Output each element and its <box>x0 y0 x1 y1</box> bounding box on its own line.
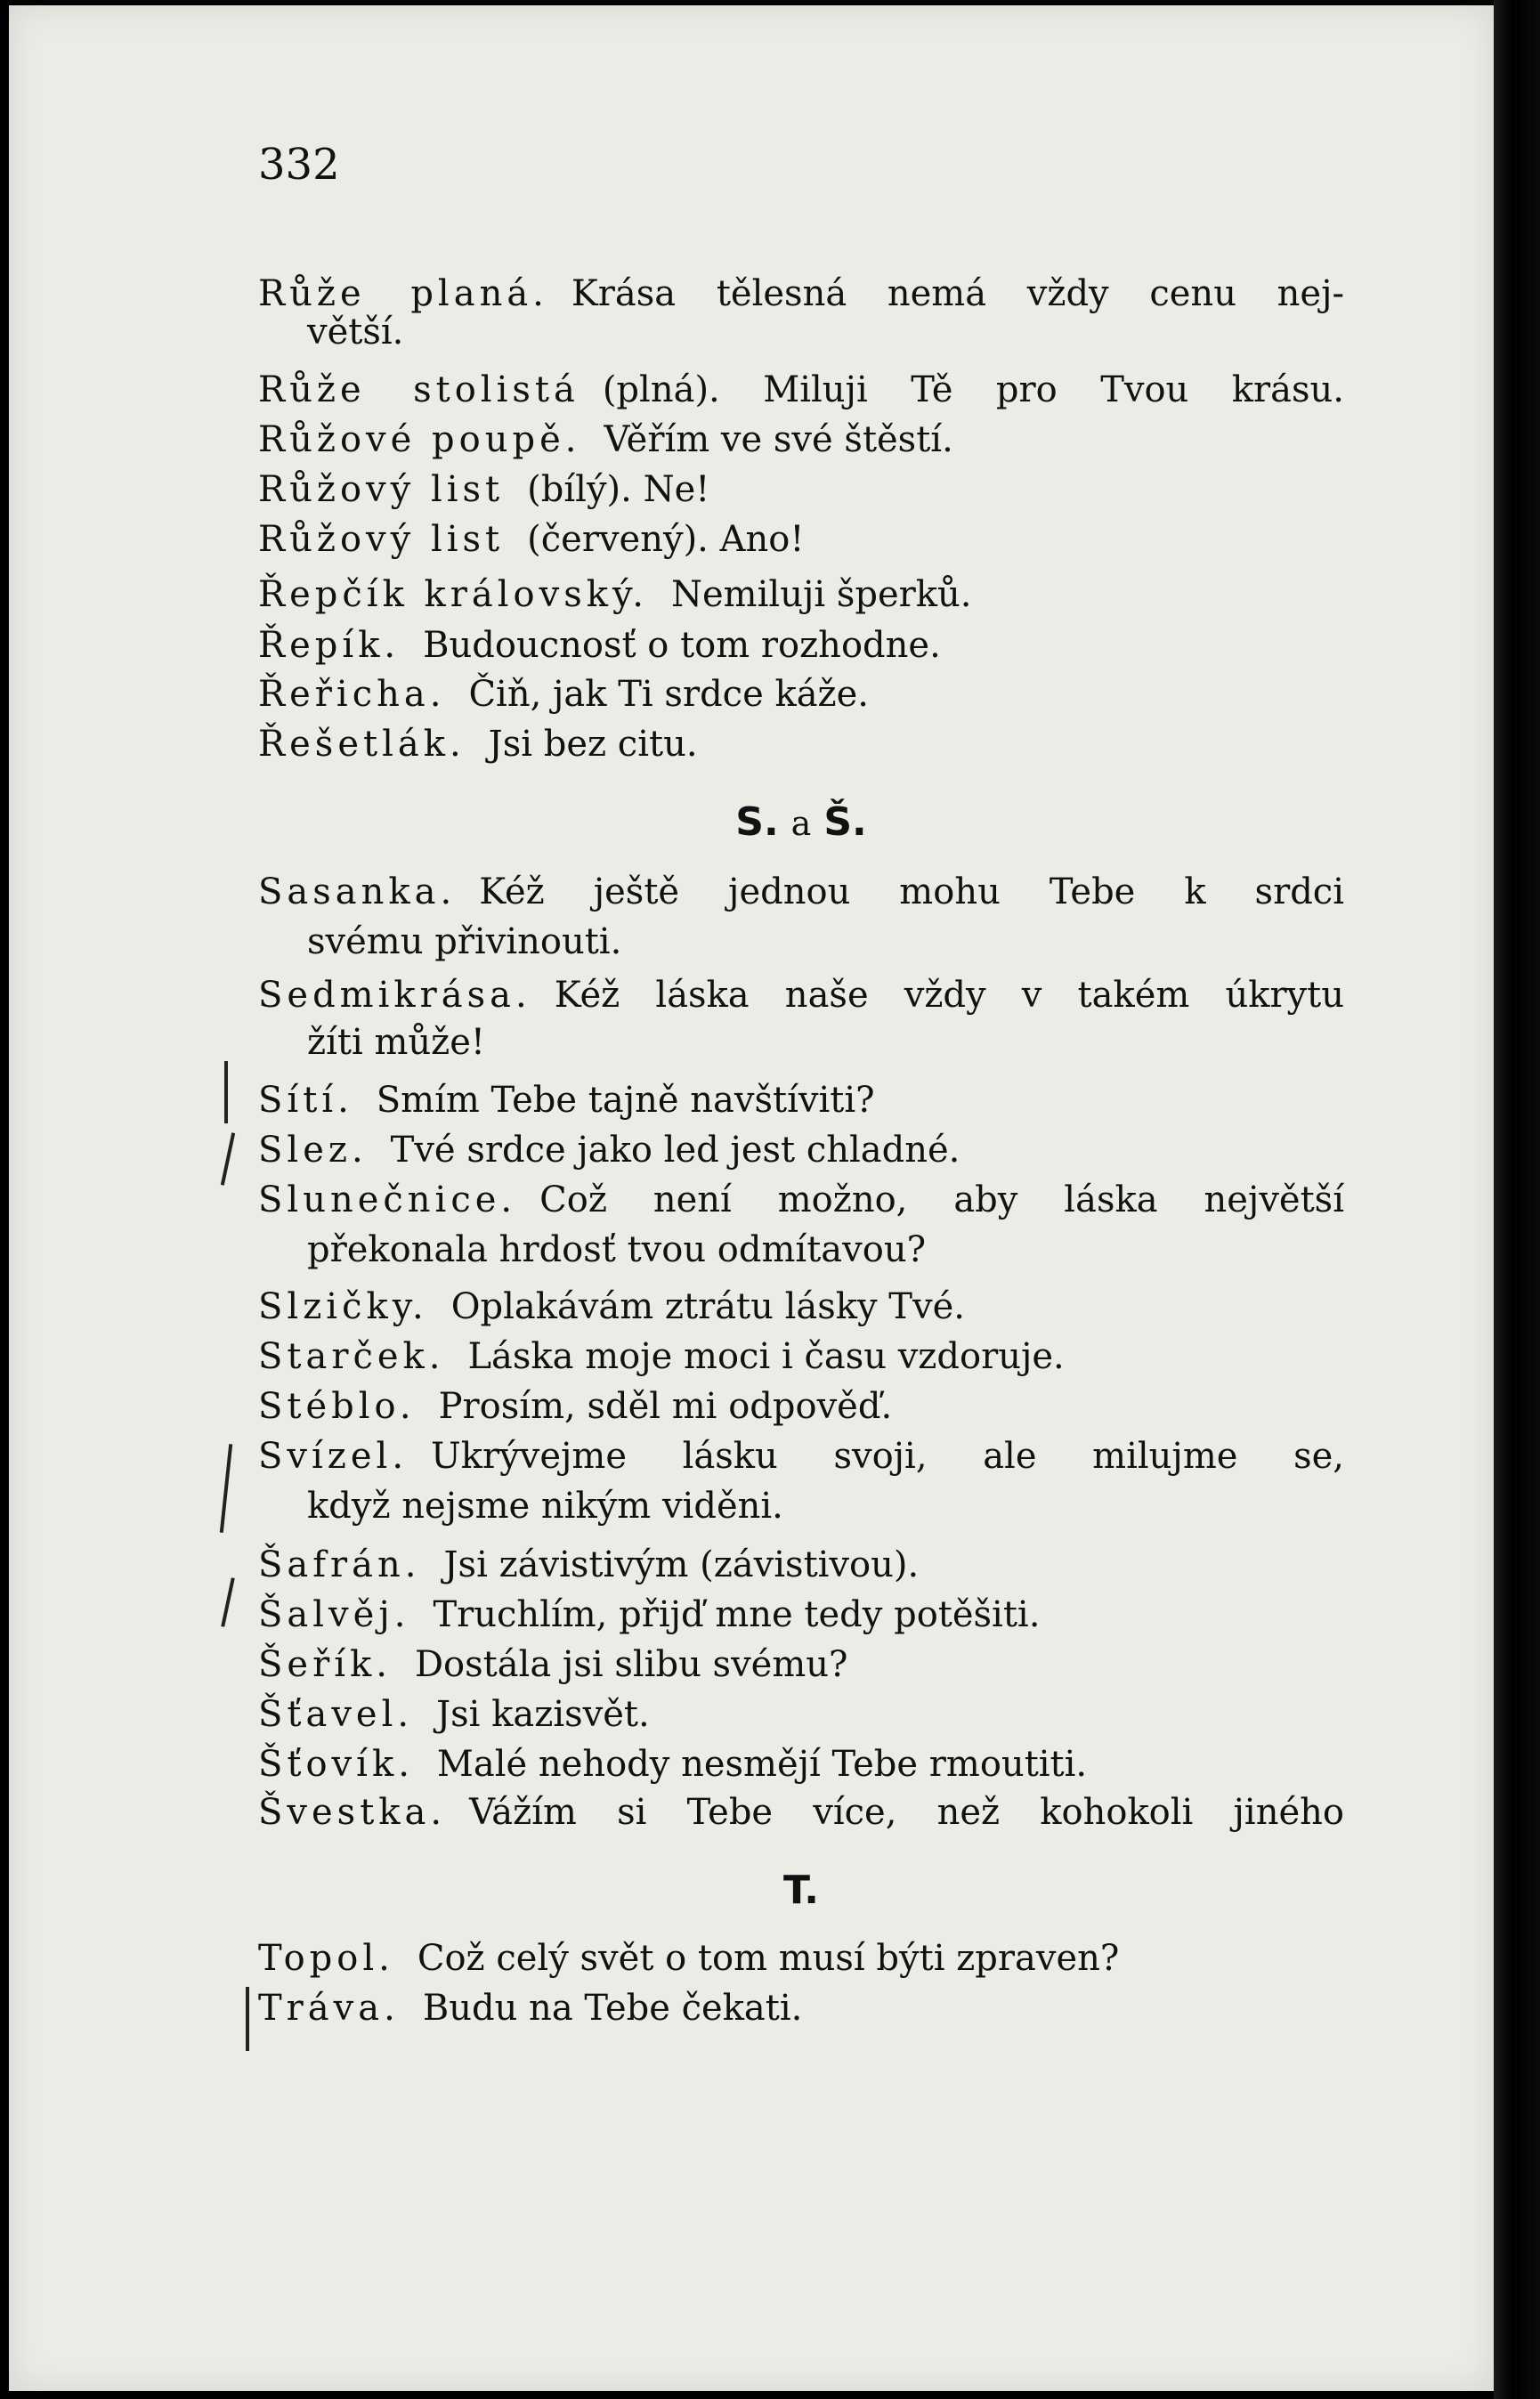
entry-key: Starček. <box>258 1336 445 1377</box>
entry-key: Slez. <box>258 1130 368 1171</box>
entry-text: (bílý). Ne! <box>527 469 710 510</box>
entry-key: Slzičky. <box>258 1286 428 1327</box>
entry-key: Růžový list <box>258 519 505 560</box>
entry-key: Řešetlák. <box>258 724 466 765</box>
entry-key: Řepčík královský. <box>258 574 648 615</box>
entry-text: Tvé srdce jako led jest chladné. <box>390 1130 960 1171</box>
entry-key: Šťavel. <box>258 1694 414 1735</box>
section-heading-t: T. <box>782 1868 820 1913</box>
entry-line <box>258 1787 1344 1837</box>
entry-text: Budu na Tebe čekati. <box>422 1988 803 2029</box>
entry-line <box>258 465 1344 515</box>
entry-line <box>258 1431 1344 1481</box>
entry-key: Růžové poupě. <box>258 419 581 460</box>
entry-text: Krása tělesná nemá vždy cenu nej- <box>571 273 1344 314</box>
entry-continuation: žíti může! <box>307 1022 485 1063</box>
entry-line <box>258 1282 1344 1332</box>
entry-line <box>258 1382 1344 1431</box>
entry-key: Šalvěj. <box>258 1594 410 1635</box>
entry-key: Řeřicha. <box>258 674 446 715</box>
entry-text: Což celý svět o tom musí býti zpraven? <box>417 1938 1120 1979</box>
entry-text: Smím Tebe tajně navštíviti? <box>376 1080 875 1121</box>
entry-line <box>258 970 1344 1020</box>
entry-line <box>258 365 1344 415</box>
entry-text: Nemiluji šperků. <box>671 574 972 615</box>
entry-line <box>258 1983 1344 2033</box>
entry-line <box>258 620 1344 670</box>
entry-key: Sasanka. <box>258 871 457 912</box>
entry-line <box>258 1175 1344 1225</box>
entry-line <box>258 669 1344 719</box>
entry-key: Slunečnice. <box>258 1179 517 1220</box>
entry-key: Topol. <box>258 1938 394 1979</box>
entry-text: Kéž láska naše vždy v takém úkrytu <box>554 975 1344 1016</box>
entry-text: Budoucnosť o tom rozhodne. <box>423 625 941 666</box>
heading-letter-sh: Š. <box>823 799 867 845</box>
page-number: 332 <box>258 140 340 190</box>
entry-key: Šťovík. <box>258 1744 414 1785</box>
margin-pencil-mark <box>220 1444 232 1533</box>
margin-pencil-mark <box>224 1061 228 1123</box>
entry-key: Řepík. <box>258 625 401 666</box>
entry-text: Čiň, jak Ti srdce káže. <box>468 674 870 715</box>
entry-line <box>258 570 1344 620</box>
entry-text: Jsi bez citu. <box>488 724 698 765</box>
entry-text: Prosím, sděl mi odpověď. <box>438 1386 893 1427</box>
entry-key: Sítí. <box>258 1080 353 1121</box>
entry-key: Šeřík. <box>258 1644 392 1685</box>
entry-key: Svízel. <box>258 1436 409 1477</box>
entry-continuation: překonala hrdosť tvou odmítavou? <box>307 1229 927 1270</box>
margin-pencil-mark <box>246 1987 249 2051</box>
entry-text: Láska moje moci i času vzdoruje. <box>467 1336 1065 1377</box>
entry-line <box>258 1739 1344 1789</box>
entry-line <box>258 867 1344 917</box>
entry-key: Sedmikrása. <box>258 975 531 1016</box>
entry-text: Jsi závistivým (závistivou). <box>443 1544 920 1585</box>
entry-text: Malé nehody nesmějí Tebe rmoutiti. <box>436 1744 1088 1785</box>
entry-line <box>258 1690 1344 1739</box>
entry-line <box>258 1125 1344 1175</box>
entry-key: Růžový list <box>258 469 505 510</box>
entry-key: Švestka. <box>258 1792 447 1833</box>
entry-key: Stéblo. <box>258 1386 416 1427</box>
entry-text: Jsi kazisvět. <box>436 1694 650 1735</box>
entry-line <box>258 1332 1344 1382</box>
entry-line <box>258 1540 1344 1590</box>
margin-pencil-mark <box>221 1577 235 1627</box>
entry-text: (červený). Ano! <box>527 519 805 560</box>
entry-text: Věřím ve své štěstí. <box>604 419 953 460</box>
entry-continuation: větší. <box>307 312 404 353</box>
entry-text: Dostála jsi slibu svému? <box>414 1644 848 1685</box>
heading-and: a <box>790 804 812 843</box>
entry-key: Tráva. <box>258 1988 400 2029</box>
entry-key: Růže stolistá <box>258 369 580 410</box>
entry-line <box>258 1590 1344 1640</box>
entry-text: Oplakávám ztrátu lásky Tvé. <box>450 1286 965 1327</box>
heading-letter-s: S. <box>735 799 779 845</box>
entry-line <box>258 415 1344 465</box>
entry-text: Truchlím, přijď mne tedy potěšiti. <box>433 1594 1041 1635</box>
entry-continuation: když nejsme nikým viděni. <box>307 1486 783 1527</box>
entry-text: (plná). Miluji Tě pro Tvou krásu. <box>602 369 1344 410</box>
margin-pencil-mark <box>221 1132 235 1186</box>
entry-line <box>258 719 1344 769</box>
entry-key: Šafrán. <box>258 1544 421 1585</box>
entry-line <box>258 1075 1344 1125</box>
entry-line <box>258 1933 1344 1983</box>
entry-line <box>258 515 1344 564</box>
entry-line <box>258 1640 1344 1690</box>
entry-text: Ukrývejme lásku svoji, ale milujme se, <box>431 1436 1344 1477</box>
entry-text: Vážím si Tebe více, než kohokoli jiného <box>469 1792 1344 1833</box>
entry-text: Což není možno, aby láska největší <box>539 1179 1344 1220</box>
entry-text: Kéž ještě jednou mohu Tebe k srdci <box>479 871 1344 912</box>
entry-continuation: svému přivinouti. <box>307 921 622 962</box>
section-heading-s <box>258 796 1344 850</box>
entry-key: Růže planá. <box>258 273 548 314</box>
